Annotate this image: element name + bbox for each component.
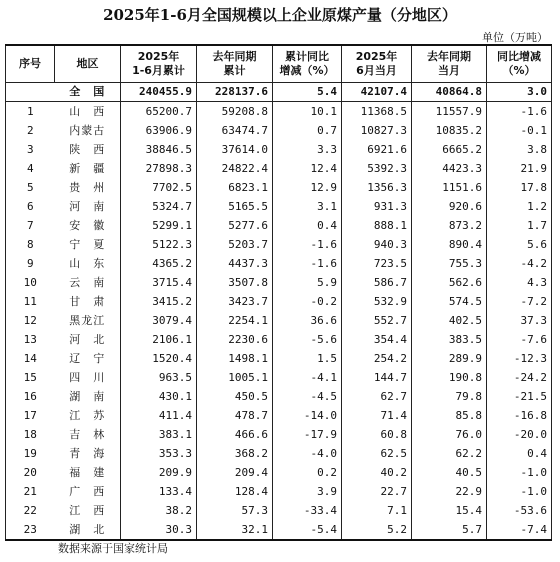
- cell-idx: 21: [6, 482, 55, 501]
- cell-idx: 4: [6, 159, 55, 178]
- cell-monyoy: 3.8: [487, 140, 552, 159]
- cell-monyoy: -0.1: [487, 121, 552, 140]
- cell-region: 河 北: [55, 330, 121, 349]
- cell-cumyoy: 0.2: [273, 463, 342, 482]
- cell-region: 辽 宁: [55, 349, 121, 368]
- cell-region: 湖 北: [55, 520, 121, 540]
- cell-mon2025: 1356.3: [342, 178, 412, 197]
- cell-cumlast: 128.4: [197, 482, 273, 501]
- cell-monyoy: -4.2: [487, 254, 552, 273]
- cell-cum2025: 4365.2: [121, 254, 197, 273]
- cell-idx: 1: [6, 102, 55, 122]
- cell-cumlast: 63474.7: [197, 121, 273, 140]
- cell-region: 广 西: [55, 482, 121, 501]
- cell-idx: 14: [6, 349, 55, 368]
- total-cum2025: 240455.9: [121, 83, 197, 102]
- header-2025-month: 2025年 6月当月: [342, 45, 412, 83]
- total-region: 全 国: [55, 83, 121, 102]
- cell-monlast: 10835.2: [412, 121, 487, 140]
- cell-cumyoy: -4.5: [273, 387, 342, 406]
- cell-idx: 10: [6, 273, 55, 292]
- cell-monlast: 40.5: [412, 463, 487, 482]
- cell-cumlast: 1498.1: [197, 349, 273, 368]
- cell-monlast: 402.5: [412, 311, 487, 330]
- total-mon2025: 42107.4: [342, 83, 412, 102]
- cell-cum2025: 38846.5: [121, 140, 197, 159]
- cell-idx: 6: [6, 197, 55, 216]
- table-row: [6, 178, 552, 197]
- cell-monlast: 76.0: [412, 425, 487, 444]
- cell-cumlast: 450.5: [197, 387, 273, 406]
- cell-cumlast: 5277.6: [197, 216, 273, 235]
- cell-monyoy: -1.0: [487, 463, 552, 482]
- cell-cumlast: 24822.4: [197, 159, 273, 178]
- cell-monlast: 5.7: [412, 520, 487, 540]
- header-2025-cum: 2025年 1-6月累计: [121, 45, 197, 83]
- total-cumyoy: 5.4: [273, 83, 342, 102]
- cell-idx: 11: [6, 292, 55, 311]
- cell-monlast: 574.5: [412, 292, 487, 311]
- cell-cumlast: 209.4: [197, 463, 273, 482]
- total-idx: [6, 83, 55, 102]
- cell-cumlast: 4437.3: [197, 254, 273, 273]
- table-row: [6, 425, 552, 444]
- header-last-month: 去年同期 当月: [412, 45, 487, 83]
- cell-idx: 13: [6, 330, 55, 349]
- cell-mon2025: 144.7: [342, 368, 412, 387]
- cell-monlast: 1151.6: [412, 178, 487, 197]
- cell-monlast: 920.6: [412, 197, 487, 216]
- cell-region: 安 徽: [55, 216, 121, 235]
- header-region: 地区: [55, 45, 121, 83]
- cell-cum2025: 7702.5: [121, 178, 197, 197]
- cell-mon2025: 10827.3: [342, 121, 412, 140]
- cell-cumlast: 368.2: [197, 444, 273, 463]
- total-monyoy: 3.0: [487, 83, 552, 102]
- cell-mon2025: 7.1: [342, 501, 412, 520]
- cell-idx: 3: [6, 140, 55, 159]
- cell-region: 新 疆: [55, 159, 121, 178]
- cell-monyoy: 1.7: [487, 216, 552, 235]
- cell-cumyoy: 0.4: [273, 216, 342, 235]
- cell-mon2025: 60.8: [342, 425, 412, 444]
- cell-monyoy: -1.6: [487, 102, 552, 122]
- cell-monyoy: 5.6: [487, 235, 552, 254]
- cell-cum2025: 3715.4: [121, 273, 197, 292]
- cell-monlast: 755.3: [412, 254, 487, 273]
- cell-mon2025: 552.7: [342, 311, 412, 330]
- cell-idx: 5: [6, 178, 55, 197]
- cell-cumyoy: -4.0: [273, 444, 342, 463]
- cell-cumyoy: -5.6: [273, 330, 342, 349]
- cell-monlast: 190.8: [412, 368, 487, 387]
- cell-idx: 2: [6, 121, 55, 140]
- page-title: 2025年1-6月全国规模以上企业原煤产量（分地区）: [103, 6, 457, 24]
- header-month-yoy: 同比增减 （%）: [487, 45, 552, 83]
- header-last-cum: 去年同期 累计: [197, 45, 273, 83]
- cell-monyoy: -7.6: [487, 330, 552, 349]
- cell-mon2025: 723.5: [342, 254, 412, 273]
- cell-monlast: 15.4: [412, 501, 487, 520]
- cell-cumlast: 6823.1: [197, 178, 273, 197]
- cell-region: 青 海: [55, 444, 121, 463]
- table-row: [6, 482, 552, 501]
- table-row: [6, 387, 552, 406]
- cell-cum2025: 30.3: [121, 520, 197, 540]
- table-row: [6, 197, 552, 216]
- cell-cum2025: 383.1: [121, 425, 197, 444]
- cell-cum2025: 5324.7: [121, 197, 197, 216]
- cell-idx: 20: [6, 463, 55, 482]
- cell-cum2025: 63906.9: [121, 121, 197, 140]
- cell-idx: 19: [6, 444, 55, 463]
- cell-monlast: 873.2: [412, 216, 487, 235]
- table-row: [6, 311, 552, 330]
- table-row: [6, 292, 552, 311]
- cell-cumlast: 466.6: [197, 425, 273, 444]
- cell-cumlast: 2230.6: [197, 330, 273, 349]
- cell-monlast: 383.5: [412, 330, 487, 349]
- cell-cumlast: 2254.1: [197, 311, 273, 330]
- cell-monyoy: -53.6: [487, 501, 552, 520]
- cell-cum2025: 65200.7: [121, 102, 197, 122]
- table-row: [6, 273, 552, 292]
- table-row: [6, 520, 552, 540]
- header-idx: 序号: [6, 45, 55, 83]
- table-row: [6, 368, 552, 387]
- cell-monyoy: -16.8: [487, 406, 552, 425]
- cell-region: 云 南: [55, 273, 121, 292]
- cell-cumlast: 57.3: [197, 501, 273, 520]
- cell-mon2025: 5.2: [342, 520, 412, 540]
- cell-cumyoy: -1.6: [273, 235, 342, 254]
- cell-monyoy: -24.2: [487, 368, 552, 387]
- table-row: [6, 216, 552, 235]
- cell-cum2025: 133.4: [121, 482, 197, 501]
- table-row: [6, 444, 552, 463]
- cell-mon2025: 40.2: [342, 463, 412, 482]
- cell-cum2025: 5299.1: [121, 216, 197, 235]
- table-row: [6, 235, 552, 254]
- cell-monyoy: 37.3: [487, 311, 552, 330]
- cell-mon2025: 62.5: [342, 444, 412, 463]
- cell-cumlast: 5165.5: [197, 197, 273, 216]
- cell-cumlast: 5203.7: [197, 235, 273, 254]
- cell-cum2025: 3079.4: [121, 311, 197, 330]
- cell-mon2025: 22.7: [342, 482, 412, 501]
- cell-monyoy: -12.3: [487, 349, 552, 368]
- cell-cumyoy: 1.5: [273, 349, 342, 368]
- cell-cum2025: 430.1: [121, 387, 197, 406]
- cell-cumyoy: -17.9: [273, 425, 342, 444]
- cell-mon2025: 940.3: [342, 235, 412, 254]
- cell-monyoy: 17.8: [487, 178, 552, 197]
- cell-monlast: 22.9: [412, 482, 487, 501]
- cell-cum2025: 5122.3: [121, 235, 197, 254]
- cell-cumyoy: -0.2: [273, 292, 342, 311]
- table-row: [6, 140, 552, 159]
- table-row: [6, 349, 552, 368]
- cell-mon2025: 6921.6: [342, 140, 412, 159]
- cell-cum2025: 27898.3: [121, 159, 197, 178]
- cell-idx: 12: [6, 311, 55, 330]
- cell-region: 江 西: [55, 501, 121, 520]
- cell-cumlast: 478.7: [197, 406, 273, 425]
- cell-region: 内蒙古: [55, 121, 121, 140]
- cell-mon2025: 11368.5: [342, 102, 412, 122]
- cell-mon2025: 888.1: [342, 216, 412, 235]
- cell-cumlast: 1005.1: [197, 368, 273, 387]
- cell-mon2025: 532.9: [342, 292, 412, 311]
- cell-cumyoy: 12.9: [273, 178, 342, 197]
- cell-region: 宁 夏: [55, 235, 121, 254]
- cell-region: 山 东: [55, 254, 121, 273]
- cell-cumlast: 3423.7: [197, 292, 273, 311]
- cell-monlast: 11557.9: [412, 102, 487, 122]
- table-row: [6, 463, 552, 482]
- source-note: 数据来源于国家统计局: [58, 542, 168, 555]
- cell-monyoy: 0.4: [487, 444, 552, 463]
- cell-region: 贵 州: [55, 178, 121, 197]
- cell-monlast: 4423.3: [412, 159, 487, 178]
- cell-mon2025: 931.3: [342, 197, 412, 216]
- cell-idx: 16: [6, 387, 55, 406]
- cell-region: 甘 肃: [55, 292, 121, 311]
- total-row: [6, 83, 552, 102]
- table-body: [6, 83, 552, 541]
- cell-monlast: 79.8: [412, 387, 487, 406]
- cell-region: 湖 南: [55, 387, 121, 406]
- cell-region: 江 苏: [55, 406, 121, 425]
- cell-cumlast: 32.1: [197, 520, 273, 540]
- total-monlast: 40864.8: [412, 83, 487, 102]
- cell-mon2025: 354.4: [342, 330, 412, 349]
- cell-cum2025: 353.3: [121, 444, 197, 463]
- cell-cumyoy: 0.7: [273, 121, 342, 140]
- table-header-row: [6, 45, 552, 83]
- table-row: [6, 406, 552, 425]
- cell-region: 吉 林: [55, 425, 121, 444]
- cell-idx: 18: [6, 425, 55, 444]
- cell-monyoy: 1.2: [487, 197, 552, 216]
- unit-label: 单位（万吨）: [482, 31, 548, 44]
- table-row: [6, 121, 552, 140]
- cell-idx: 23: [6, 520, 55, 540]
- header-cum-yoy: 累计同比 增减（%）: [273, 45, 342, 83]
- cell-cumyoy: -5.4: [273, 520, 342, 540]
- cell-cumyoy: 3.3: [273, 140, 342, 159]
- cell-cumyoy: 3.9: [273, 482, 342, 501]
- cell-mon2025: 71.4: [342, 406, 412, 425]
- cell-monlast: 85.8: [412, 406, 487, 425]
- cell-monlast: 562.6: [412, 273, 487, 292]
- cell-idx: 9: [6, 254, 55, 273]
- cell-monlast: 62.2: [412, 444, 487, 463]
- table-row: [6, 254, 552, 273]
- cell-cum2025: 209.9: [121, 463, 197, 482]
- cell-region: 四 川: [55, 368, 121, 387]
- cell-cumlast: 3507.8: [197, 273, 273, 292]
- cell-region: 河 南: [55, 197, 121, 216]
- cell-idx: 15: [6, 368, 55, 387]
- cell-cumyoy: 5.9: [273, 273, 342, 292]
- cell-cumyoy: 10.1: [273, 102, 342, 122]
- cell-monyoy: -21.5: [487, 387, 552, 406]
- cell-monyoy: 21.9: [487, 159, 552, 178]
- cell-monyoy: -7.2: [487, 292, 552, 311]
- cell-cum2025: 411.4: [121, 406, 197, 425]
- cell-cumlast: 37614.0: [197, 140, 273, 159]
- cell-idx: 22: [6, 501, 55, 520]
- cell-idx: 8: [6, 235, 55, 254]
- cell-idx: 7: [6, 216, 55, 235]
- cell-region: 福 建: [55, 463, 121, 482]
- cell-cum2025: 1520.4: [121, 349, 197, 368]
- cell-cumyoy: -1.6: [273, 254, 342, 273]
- cell-monyoy: 4.3: [487, 273, 552, 292]
- cell-region: 山 西: [55, 102, 121, 122]
- total-cumlast: 228137.6: [197, 83, 273, 102]
- cell-monlast: 289.9: [412, 349, 487, 368]
- cell-cumlast: 59208.8: [197, 102, 273, 122]
- cell-cum2025: 38.2: [121, 501, 197, 520]
- cell-cumyoy: 3.1: [273, 197, 342, 216]
- cell-mon2025: 62.7: [342, 387, 412, 406]
- cell-cumyoy: 36.6: [273, 311, 342, 330]
- cell-cumyoy: -4.1: [273, 368, 342, 387]
- coal-output-table: [5, 44, 552, 541]
- table-row: [6, 501, 552, 520]
- cell-mon2025: 254.2: [342, 349, 412, 368]
- cell-idx: 17: [6, 406, 55, 425]
- cell-mon2025: 5392.3: [342, 159, 412, 178]
- table-row: [6, 102, 552, 122]
- cell-monyoy: -20.0: [487, 425, 552, 444]
- cell-cumyoy: 12.4: [273, 159, 342, 178]
- cell-cum2025: 2106.1: [121, 330, 197, 349]
- cell-monlast: 6665.2: [412, 140, 487, 159]
- cell-region: 黑龙江: [55, 311, 121, 330]
- table-row: [6, 159, 552, 178]
- cell-cum2025: 3415.2: [121, 292, 197, 311]
- table-row: [6, 330, 552, 349]
- cell-mon2025: 586.7: [342, 273, 412, 292]
- cell-monlast: 890.4: [412, 235, 487, 254]
- cell-monyoy: -7.4: [487, 520, 552, 540]
- cell-region: 陕 西: [55, 140, 121, 159]
- cell-cum2025: 963.5: [121, 368, 197, 387]
- cell-cumyoy: -33.4: [273, 501, 342, 520]
- cell-monyoy: -1.0: [487, 482, 552, 501]
- cell-cumyoy: -14.0: [273, 406, 342, 425]
